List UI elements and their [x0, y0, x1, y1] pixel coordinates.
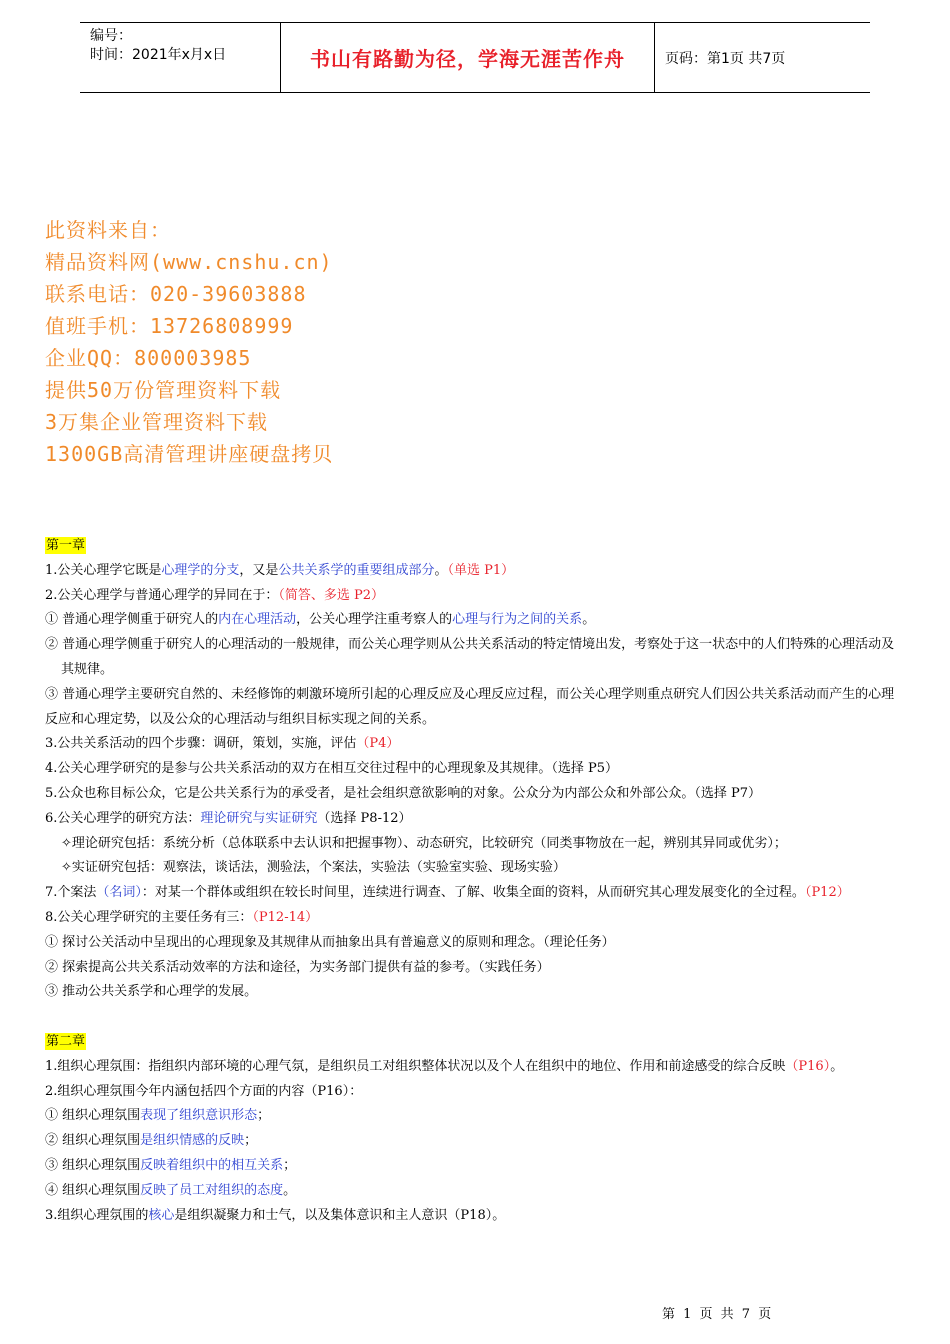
number-label: 编号：: [90, 28, 132, 44]
paragraph: ③ 推动公共关系学和心理学的发展。: [45, 984, 258, 1000]
ad-line: 精品资料网(www.cnshu.cn): [45, 250, 333, 274]
paragraph: ② 普通心理学侧重于研究人的心理活动的一般规律，而公关心理学则从公共关系活动的特定情境出发，考察处于这一状态中的人们特殊的心理活动及其规律。: [45, 637, 895, 677]
paragraph: ① 探讨公关活动中呈现出的心理现象及其规律从而抽象出具有普遍意义的原则和理念。（理论任务）: [45, 934, 615, 950]
paragraph: 1.公关心理学它既是心理学的分支，又是公共关系学的重要组成部分。（单选 P1）: [45, 562, 515, 578]
paragraph: 3.组织心理氛围的核心是组织凝聚力和士气，以及集体意识和主人意识（P18）。: [45, 1207, 506, 1223]
paragraph: 1.组织心理氛围：指组织内部环境的心理气氛，是组织员工对组织整体状况以及个人在组织中的地位、作用和前途感受的综合反映（P16）。: [45, 1058, 844, 1074]
header-meta: [80, 23, 281, 92]
paragraph: 2.组织心理氛围今年内涵包括四个方面的内容（P16）：: [45, 1083, 363, 1099]
ad-line: 提供50万份管理资料下载: [45, 378, 282, 402]
ad-line: 企业QQ：800003985: [45, 346, 252, 370]
bullet-item: ✧理论研究包括：系统分析（总体联系中去认识和把握事物）、动态研究，比较研究（同类事物放在一起，辨别其异同或优劣）；: [61, 835, 787, 851]
paragraph: 3.公共关系活动的四个步骤：调研，策划，实施，评估（P4）: [45, 736, 400, 752]
header-motto: 书山有路勤为径，学海无涯苦作舟: [281, 23, 655, 92]
ad-line: 此资料来自：: [45, 218, 171, 242]
document-body: [45, 534, 905, 1228]
paragraph: ④ 组织心理氛围反映了员工对组织的态度。: [45, 1182, 297, 1198]
chapter-title: 第二章: [46, 1033, 86, 1049]
source-ad-block: [45, 214, 333, 470]
paragraph: 5.公众也称目标公众，它是公共关系行为的承受者，是社会组织意欲影响的对象。公众分为内部公众和外部公众。（选择 P7）: [45, 785, 762, 801]
ad-line: 3万集企业管理资料下载: [45, 410, 269, 434]
paragraph: ① 组织心理氛围表现了组织意识形态；: [45, 1108, 271, 1124]
paragraph: ② 探索提高公共关系活动效率的方法和途径，为实务部门提供有益的参考。（实践任务）: [45, 959, 550, 975]
ad-line: 值班手机：13726808999: [45, 314, 294, 338]
paragraph: ③ 普通心理学主要研究自然的、未经修饰的刺激环境所引起的心理反应及心理反应过程，而公关心理学则重点研究人们因公共关系活动而产生的心理反应和心理定势，以及公众的心理活动与组织目标实现之间的关系。: [45, 686, 895, 727]
bullet-item: ✧实证研究包括：观察法，谈话法，测验法，个案法，实验法（实验室实验、现场实验）: [61, 860, 566, 876]
header-page-info: 页码：第1页 共7页: [665, 50, 786, 67]
chapter-title: 第一章: [46, 538, 86, 553]
time-label: 时间：2021年x月x日: [90, 47, 227, 63]
ad-line: 联系电话：020-39603888: [45, 282, 307, 306]
paragraph: 8.公关心理学研究的主要任务有三：（P12-14）: [45, 909, 319, 925]
paragraph: 6.公关心理学的研究方法：理论研究与实证研究（选择 P8-12）: [45, 810, 412, 826]
paragraph: ③ 组织心理氛围反映着组织中的相互关系；: [45, 1157, 297, 1173]
ad-line: 1300GB高清管理讲座硬盘拷贝: [45, 442, 334, 466]
page-footer: 第 1 页 共 7 页: [662, 1307, 774, 1322]
paragraph: ① 普通心理学侧重于研究人的内在心理活动，公关心理学注重考察人的心理与行为之间的关系。: [45, 612, 596, 628]
paragraph: 7.个案法（名词）：对某一个群体或组织在较长时间里，连续进行调查、了解、收集全面的资料，从而研究其心理发展变化的全过程。（P12）: [45, 885, 850, 901]
paragraph: 2.公关心理学与普通心理学的异同在于：（简答、多选 P2）: [45, 587, 385, 603]
page-header: [80, 22, 870, 93]
paragraph: 4.公关心理学研究的是参与公共关系活动的双方在相互交往过程中的心理现象及其规律。（选择 P5）: [45, 761, 619, 777]
paragraph: ② 组织心理氛围是组织情感的反映；: [45, 1133, 258, 1149]
